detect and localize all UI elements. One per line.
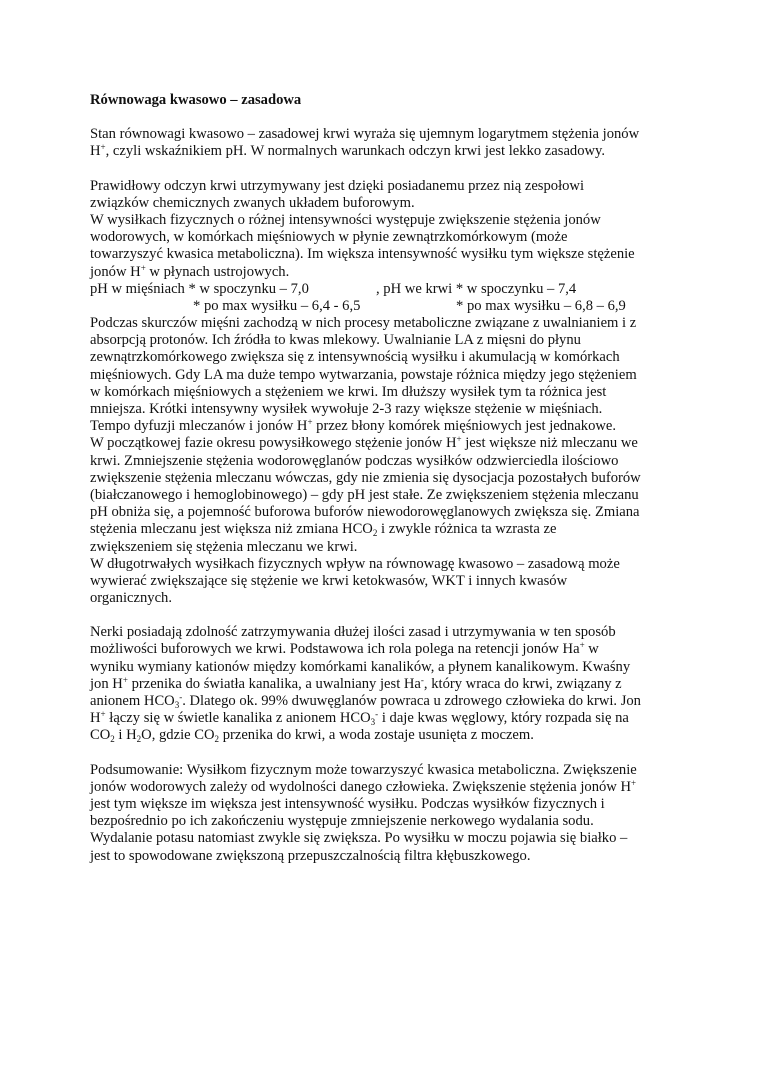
text-line: mięśniowych. Gdy LA ma duże tempo wytwarzania, powstaje różnica między jego stężeniem bbox=[90, 366, 637, 383]
text-line: H+ łączy się w świetle kanalika z anionem $HCO_3^-$ i daje kwas węglowy, który rozpada się na bbox=[90, 709, 629, 728]
text-line: jon H+ przenika do światła kanalika, a uwalniany jest Ha-, który wraca do krwi, związany z bbox=[90, 674, 622, 692]
text-line: zwiększeniem się stężenia mleczanu we krwi. bbox=[90, 538, 358, 555]
text-line: (białczanowego i hemoglobinowego) – gdy pH jest stałe. Ze zwiększeniem stężenia mleczanu bbox=[90, 486, 639, 503]
text-line: krwi. Zmniejszenie stężenia wodorowęglanów podczas wysiłków odzwierciedla ilościowo bbox=[90, 452, 619, 469]
ph-values-rest: pH w mięśniach * w spoczynku – 7,0 , pH we krwi * w spoczynku – 7,4 bbox=[90, 280, 577, 297]
text-line: Tempo dyfuzji mleczanów i jonów H+ przez błony komórek mięśniowych jest jednakowe. bbox=[90, 417, 617, 435]
text-line: absorpcją protonów. Ich źródła to kwas mlekowy. Uwalnianie LA z mięsni do płynu bbox=[90, 332, 581, 349]
text-line: pH obniża się, a pojemność buforowa buforów niewodorowęglanowych zwiększa się. Zmiana bbox=[90, 504, 640, 521]
paragraph-buffer-system bbox=[90, 178, 690, 608]
document-body bbox=[90, 92, 690, 865]
text-line: związków chemicznych zwanych układem buforowym. bbox=[90, 194, 415, 211]
text-line: Wydalanie potasu natomiast zwykle się zwiększa. Po wysiłku w moczu pojawia się białko – bbox=[90, 830, 628, 847]
ph-values-max: * po max wysiłku – 6,4 - 6,5 * po max wysiłku – 6,8 – 6,9 bbox=[193, 297, 626, 314]
paragraph-ph-definition bbox=[90, 126, 690, 160]
text-line: towarzyszyć kwasica metaboliczna). Im większa intensywność wysiłku tym większe stężenie bbox=[90, 246, 635, 263]
text-line: jonów wodorowych zależy od wydolności danego człowieka. Zwiększenie stężenia jonów H+ bbox=[90, 777, 637, 795]
text-line: wyniku wymiany kationów między komórkami kanalików, a płynem kanalikowym. Kwaśny bbox=[90, 658, 631, 675]
text-line: Stan równowagi kwasowo – zasadowej krwi wyraża się ujemnym logarytmem stężenia jonów bbox=[90, 126, 640, 143]
text-line: wywierać zwiększające się stężenie we krwi ketokwasów, WKT i innych kwasów bbox=[90, 572, 568, 589]
text-line: wodorowych, w komórkach mięśniowych w płynie zewnątrzkomórkowym (może bbox=[90, 229, 568, 246]
text-line: w komórkach mięśniowych a stężeniem we krwi. Im dłuższy wysiłek tym ta różnica jest bbox=[90, 383, 607, 400]
text-line: Podsumowanie: Wysiłkom fizycznym może towarzyszyć kwasica metaboliczna. Zwiększenie bbox=[90, 761, 637, 778]
text-line: bezpośrednio po ich zakończeniu występuje zmniejszenie nerkowego wydalania sodu. bbox=[90, 813, 594, 830]
text-line: jonów H+ w płynach ustrojowych. bbox=[90, 262, 290, 280]
text-line: H+, czyli wskaźnikiem pH. W normalnych warunkach odczyn krwi jest lekko zasadowy. bbox=[90, 142, 606, 160]
text-line: Nerki posiadają zdolność zatrzymywania dłużej ilości zasad i utrzymywania w ten sposób bbox=[90, 624, 616, 641]
text-line: Prawidłowy odczyn krwi utrzymywany jest dzięki posiadanemu przez nią zespołowi bbox=[90, 177, 585, 194]
paragraph-summary bbox=[90, 762, 690, 865]
text-line: mniejsza. Krótki intensywny wysiłek wywołuje 2-3 razy większe stężenie w mięśniach. bbox=[90, 401, 603, 417]
text-line: anionem $HCO_3^-$. Dlatego ok. 99% dwuwęglanów powraca u zdrowego człowieka do krwi. Jon bbox=[90, 692, 641, 710]
text-line: zewnątrzkomórkowego zwiększa się z intensywnością wysiłku i akumulacją w komórkach bbox=[90, 349, 620, 366]
text-line: $CO_2$ i $H_2O$, gdzie $CO_2$ przenika do krwi, a woda zostaje usunięta z moczem. bbox=[90, 727, 534, 745]
text-line: zwiększenie stężenia mleczanu wówczas, gdy nie zmienia się dysocjacja pozostałych buforów bbox=[90, 469, 641, 486]
text-line: możliwości buforowych we krwi. Podstawowa ich rola polega na retencji jonów Ha+ w bbox=[90, 640, 599, 658]
text-line: jest to spowodowane zwiększoną przepuszczalnością filtra kłębuszkowego. bbox=[90, 847, 531, 864]
document-title: Równowaga kwasowo – zasadowa bbox=[90, 92, 302, 108]
text-line: W długotrwałych wysiłkach fizycznych wpływ na równowagę kwasowo – zasadową może bbox=[90, 555, 620, 572]
paragraph-kidneys bbox=[90, 624, 690, 744]
text-line: jest tym większe im większa jest intensywność wysiłku. Podczas wysiłków fizycznych i bbox=[90, 795, 605, 812]
text-line: W wysiłkach fizycznych o różnej intensywności występuje zwiększenie stężenia jonów bbox=[90, 211, 601, 228]
text-line: Podczas skurczów mięśni zachodzą w nich procesy metaboliczne związane z uwalnianiem i z bbox=[90, 315, 637, 332]
text-line: W początkowej fazie okresu powysiłkowego stężenie jonów H+ jest większe niż mleczanu we bbox=[90, 434, 638, 452]
text-line: organicznych. bbox=[90, 590, 172, 607]
text-line: stężenia mleczanu jest większa niż zmiana $HCO_2$ i zwykle różnica ta wzrasta ze bbox=[90, 521, 557, 539]
